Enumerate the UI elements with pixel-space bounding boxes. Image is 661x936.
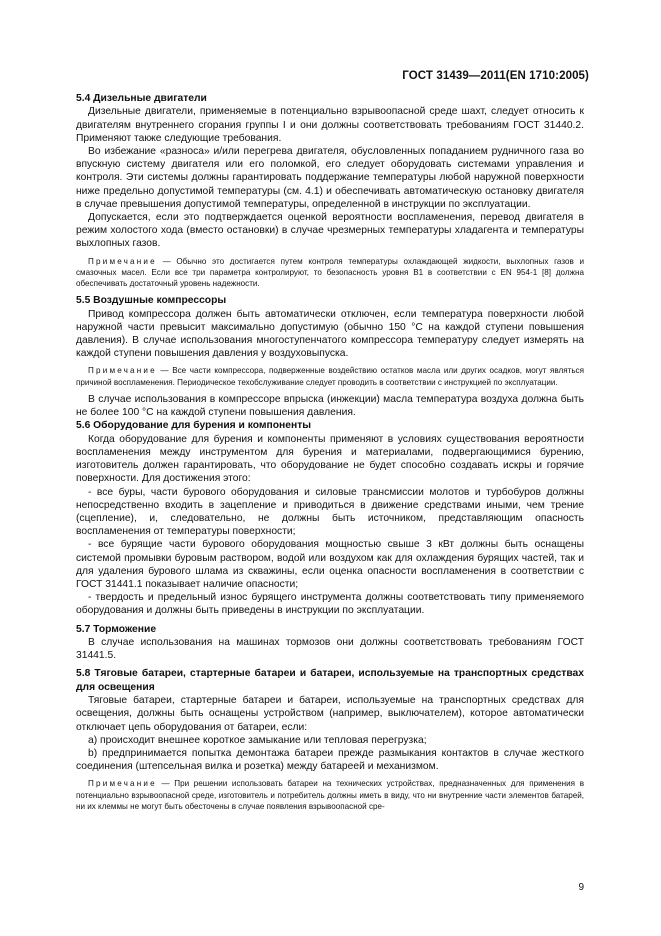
- paragraph: В случае использования на машинах тормозов они должны соответствовать требованиям ГОСТ 31441.5.: [76, 636, 584, 662]
- page-content: [76, 92, 584, 817]
- paragraph: Когда оборудование для бурения и компоненты применяют в условиях существования вероятности воспламенения между инструментом для бурения и материалами, подвергающимися бурению, изготовитель должен гарантировать, что оборудование не будет способно создавать искры и горячие поверхности. Для достижения этого:: [76, 433, 584, 485]
- list-item: - все бурящие части бурового оборудования мощностью свыше 3 кВт должны быть оснащены системой промывки буровым раствором, водой или воздухом как для охлаждения бурящих частей, так и для удаления бурового шлама из скважины, если оценка опасности воспламенения в соответствии с ГОСТ 31441.1 показывает наличие опасности;: [76, 539, 584, 590]
- section-heading-5-7: 5.7 Торможение: [76, 623, 157, 635]
- section-heading-5-8: 5.8 Тяговые батареи, стартерные батареи и батареи, используемые на транспортных средствах для освещения: [76, 668, 584, 693]
- paragraph: Тяговые батареи, стартерные батареи и батареи, используемые на транспортных средствах для освещения, должны быть оснащены устройством (например, выключателем), которое автоматически отключает цепь оборудования от батареи, если:: [76, 695, 584, 733]
- paragraph: Во избежание «разноса» и/или перегрева двигателя, обусловленных попаданием рудничного газа во впускную систему двигателя или его поломкой, его следует оборудовать системами управления и контроля. Эти системы должны гарантировать поддержание температуры любой наружной поверхности ниже предельно допустимой температуры (см. 4.1) и обеспечивать автоматическую остановку двигателя в случае превышения допустимой температуры, определенной в инструкции по эксплуатации.: [76, 146, 584, 210]
- page-number: 9: [578, 882, 584, 893]
- note-label: Примечание: [88, 779, 157, 789]
- paragraph: В случае использования в компрессоре впрыска (инжекции) масла температура воздуха должна быть не более 100 °C на каждой ступени повышения давления.: [76, 393, 584, 419]
- list-item: - твердость и предельный износ бурящего инструмента должны соответствовать типу применяемого оборудования и должны быть приведены в инструкции по эксплуатации.: [76, 592, 584, 617]
- paragraph: Привод компрессора должен быть автоматически отключен, если температура поверхности любой наружной части превысит максимально допустимую (обычно 150 °C на каждой ступени повышения давления). В случае использования многоступенчатого компрессора температуру следует измерять на каждой ступени повышения давления у воздуховыпуска.: [76, 308, 584, 360]
- section-heading-5-6: 5.6 Оборудование для бурения и компоненты: [76, 420, 312, 432]
- note-text: — Все части компрессора, подверженные воздействию остатков масла или других осадков, могут являться причиной воспламенения. Периодическое техобслуживание следует проводить в соответствии с инструкцией по эксплуатации.: [76, 366, 584, 387]
- paragraph: Допускается, если это подтверждается оценкой вероятности воспламенения, перевод двигателя в режим холостого хода (вместо остановки) в случае чрезмерных температуры хладагента и температуры выхлопных газов.: [76, 212, 584, 250]
- note-text: — Обычно это достигается путем контроля температуры охлаждающей жидкости, выхлопных газов и смазочных масел. Если все три параметра контролируют, то безопасность уровня В1 в соответствии с EN 954-1 [8] должна обеспечивать достаточный уровень надежности.: [76, 256, 584, 289]
- note-label: Примечание: [88, 256, 157, 266]
- list: [76, 486, 584, 618]
- note: [76, 778, 584, 812]
- list-item: a) происходит внешнее короткое замыкание или тепловая перегрузка;: [88, 734, 427, 746]
- list-item: b) предпринимается попытка демонтажа батареи прежде размыкания контактов в случае жесткого соединения (штепсельная вилка и розетка) между батареей и механизмом.: [76, 747, 584, 773]
- section-heading-5-5: 5.5 Воздушные компрессоры: [76, 295, 227, 307]
- document-header: ГОСТ 31439—2011(EN 1710:2005): [402, 70, 589, 82]
- note-text: — При решении использовать батареи на технических устройствах, предназначенных для применения в потенциально взрывоопасной среде, изготовитель и потребитель должны иметь в виду, что ни внутренние части элементов батарей, ни их клеммы не могут быть обесточены в случае появления взрывоопасной сре-: [76, 779, 584, 811]
- list-item: - все буры, части бурового оборудования и силовые трансмиссии молотов и турбобуров должны непосредственно входить в зацепление и приводиться в движение средствами иными, чем трение (сцепление), и, следовательно, не должны быть источником, представляющим опасность воспламенения от температуры поверхности;: [76, 486, 584, 538]
- paragraph: Дизельные двигатели, применяемые в потенциально взрывоопасной среде шахт, следует относить к двигателям внутреннего сгорания группы I и они должны соответствовать требованиям ГОСТ 31440.2. Применяют также следующие требования.: [76, 106, 584, 144]
- note: [76, 256, 584, 290]
- list: [76, 734, 584, 774]
- section-heading-5-4: 5.4 Дизельные двигатели: [76, 93, 207, 104]
- note-label: Примечание: [88, 366, 157, 376]
- note: [76, 365, 584, 387]
